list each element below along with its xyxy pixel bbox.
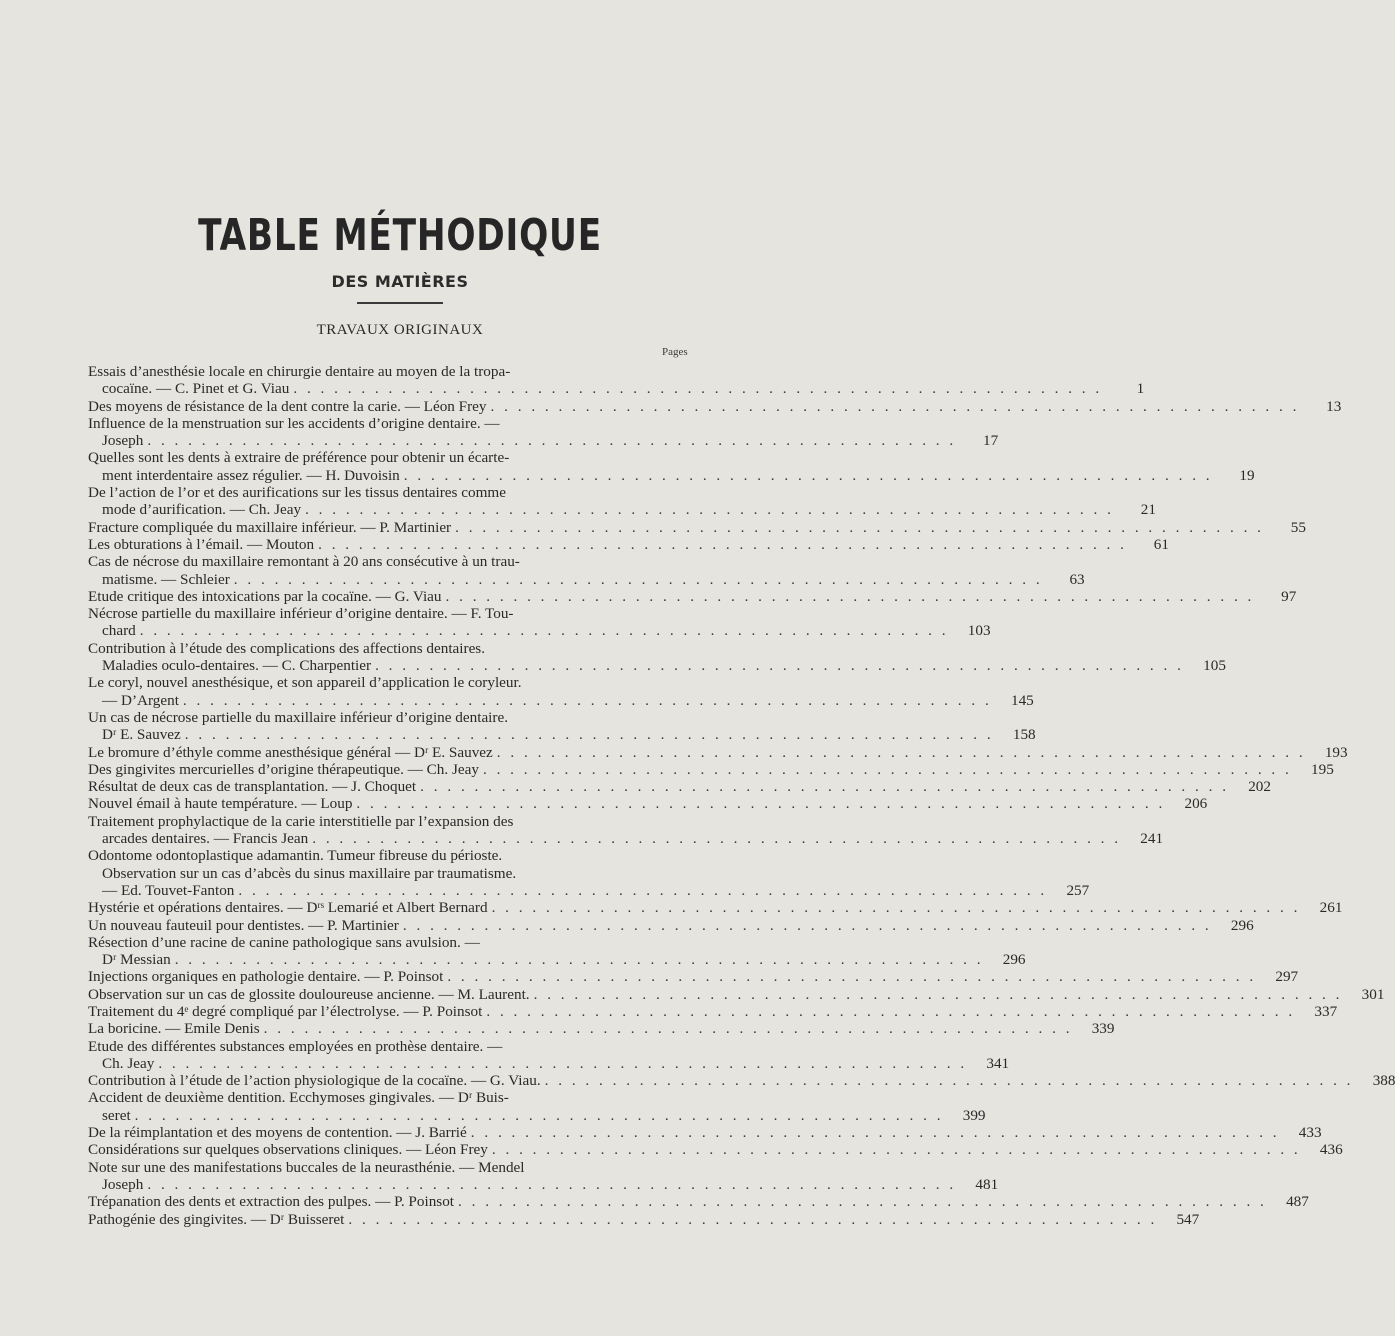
toc-entry-last-line bbox=[88, 691, 1034, 709]
dot-leader: . . . . . . . . . . . . . . . . . . . . . . . . . . . . . . . . . . . . . . . . . . . . . . . . . . . . . . . . . . . . bbox=[458, 1193, 1267, 1211]
toc-entry-last-line bbox=[88, 726, 1036, 744]
toc-entry-last-line bbox=[88, 881, 1090, 899]
toc-entry-last-line bbox=[88, 380, 1145, 398]
toc-entry-title: Des moyens de résistance de la dent contre la carie. — Léon Frey bbox=[88, 397, 487, 415]
toc-entry bbox=[88, 639, 1226, 675]
toc-entry-title: Dʳ E. Sauvez bbox=[102, 726, 181, 744]
pages-column-label: Pages bbox=[662, 346, 688, 358]
toc-entry-page-number: 1 bbox=[1136, 380, 1145, 398]
toc-entry-page-number: 296 bbox=[1230, 916, 1254, 934]
toc-entry-last-line bbox=[88, 951, 1026, 969]
toc-entry-text-line: Cas de nécrose du maxillaire remontant à 20 ans consécutive à un trau- bbox=[88, 553, 520, 571]
dot-leader: . . . . . . . . . . . . . . . . . . . . . . . . . . . . . . . . . . . . . . . . . . . . . . . . . . . . . . . . . . . . bbox=[293, 380, 1103, 398]
dot-leader: . . . . . . . . . . . . . . . . . . . . . . . . . . . . . . . . . . . . . . . . . . . . . . . . . . . . . . . . . . . . bbox=[174, 951, 984, 969]
toc-entry-text-line: De l’action de l’or et des aurifications sur les tissus dentaires comme bbox=[88, 484, 506, 502]
toc-entry-title: Contribution à l’étude de l’action physiologique de la cocaïne. — G. Viau. bbox=[88, 1072, 541, 1090]
toc-entry-last-line bbox=[88, 1175, 999, 1193]
toc-entry-page-number: 241 bbox=[1140, 830, 1164, 848]
dot-leader: . . . . . . . . . . . . . . . . . . . . . . . . . . . . . . . . . . . . . . . . . . . . . . . . . . . . . . . . . . . . bbox=[184, 726, 994, 744]
toc-entry-text-line: Observation sur un cas d’abcès du sinus maxillaire par traumatisme. bbox=[102, 864, 517, 882]
toc-entry bbox=[88, 847, 1090, 899]
toc-entry-title: matisme. — Schleier bbox=[102, 570, 230, 588]
toc-entry bbox=[88, 553, 1085, 588]
toc-entry bbox=[88, 899, 1343, 917]
toc-entry-last-line bbox=[88, 466, 1255, 484]
toc-entry bbox=[88, 484, 1156, 519]
toc-entry-page-number: 145 bbox=[1010, 691, 1034, 709]
table-of-contents bbox=[88, 363, 1395, 1228]
toc-entry-page-number: 195 bbox=[1311, 760, 1334, 778]
toc-entry-last-line bbox=[88, 968, 1299, 986]
dot-leader: . . . . . . . . . . . . . . . . . . . . . . . . . . . . . . . . . . . . . . . . . . . . . . . . . . . . . . . . . . . . bbox=[375, 657, 1184, 675]
dot-leader: . . . . . . . . . . . . . . . . . . . . . . . . . . . . . . . . . . . . . . . . . . . . . . . . . . . . . . . . . . . . bbox=[403, 466, 1213, 484]
toc-entry-title: Considérations sur quelques observations cliniques. — Léon Frey bbox=[88, 1141, 488, 1159]
toc-entry-text-line: Essais d’anesthésie locale en chirurgie dentaire au moyen de la tropa- bbox=[88, 363, 511, 380]
toc-entry bbox=[88, 518, 1306, 536]
toc-entry-text-line: Résection d’une racine de canine pathologique sans avulsion. — bbox=[88, 933, 480, 951]
toc-entry-title: Fracture compliquée du maxillaire inférieur. — P. Martinier bbox=[88, 518, 452, 536]
dot-leader: . . . . . . . . . . . . . . . . . . . . . . . . . . . . . . . . . . . . . . . . . . . . . . . . . . . . . . . . . . . . bbox=[356, 795, 1166, 813]
toc-entry bbox=[88, 743, 1348, 761]
dot-leader: . . . . . . . . . . . . . . . . . . . . . . . . . . . . . . . . . . . . . . . . . . . . . . . . . . . . . . . . . . . . bbox=[490, 397, 1300, 415]
toc-entry-last-line bbox=[88, 760, 1334, 778]
toc-entry-page-number: 55 bbox=[1290, 518, 1306, 536]
toc-entry bbox=[88, 449, 1255, 484]
toc-entry-page-number: 388 bbox=[1372, 1072, 1395, 1090]
dot-leader: . . . . . . . . . . . . . . . . . . . . . . . . . . . . . . . . . . . . . . . . . . . . . . . . . . . . . . . . . . . . bbox=[496, 743, 1306, 761]
toc-entry-last-line bbox=[88, 916, 1254, 934]
toc-entry-title: Hystérie et opérations dentaires. — Dʳˢ Lemarié et Albert Bernard bbox=[88, 899, 488, 917]
toc-entry-title: Etude critique des intoxications par la cocaïne. — G. Viau bbox=[88, 587, 442, 605]
toc-entry bbox=[88, 985, 1385, 1003]
toc-entry-page-number: 301 bbox=[1361, 985, 1385, 1003]
title-divider bbox=[357, 302, 443, 304]
toc-entry-last-line bbox=[88, 622, 991, 640]
toc-entry-page-number: 61 bbox=[1153, 535, 1169, 553]
toc-entry-last-line bbox=[88, 830, 1164, 848]
toc-entry-last-line bbox=[88, 432, 999, 450]
toc-entry-page-number: 158 bbox=[1012, 726, 1036, 744]
toc-entry-page-number: 97 bbox=[1281, 587, 1297, 605]
toc-entry-page-number: 339 bbox=[1091, 1020, 1115, 1038]
dot-leader: . . . . . . . . . . . . . . . . . . . . . . . . . . . . . . . . . . . . . . . . . . . . . . . . . . . . . . . . . . . . bbox=[491, 899, 1301, 917]
toc-entry-text-line: Odontome odontoplastique adamantin. Tumeur fibreuse du périoste. bbox=[88, 847, 503, 865]
toc-entry-last-line bbox=[88, 1002, 1338, 1020]
toc-entry-text-line: Etude des différentes substances employées en prothèse dentaire. — bbox=[88, 1037, 503, 1055]
dot-leader: . . . . . . . . . . . . . . . . . . . . . . . . . . . . . . . . . . . . . . . . . . . . . . . . . . . . . . . . . . . . bbox=[312, 830, 1122, 848]
toc-entry-title: ment interdentaire assez régulier. — H. Duvoisin bbox=[102, 466, 400, 484]
toc-entry-page-number: 341 bbox=[986, 1054, 1010, 1072]
toc-entry-last-line bbox=[88, 535, 1169, 553]
dot-leader: . . . . . . . . . . . . . . . . . . . . . . . . . . . . . . . . . . . . . . . . . . . . . . . . . . . . . . . . . . . . bbox=[134, 1106, 944, 1124]
dot-leader: . . . . . . . . . . . . . . . . . . . . . . . . . . . . . . . . . . . . . . . . . . . . . . . . . . . . . . . . . . . . bbox=[238, 881, 1048, 899]
toc-entry-page-number: 257 bbox=[1066, 881, 1090, 899]
toc-entry bbox=[88, 674, 1034, 709]
toc-entry-page-number: 63 bbox=[1069, 570, 1085, 588]
toc-entry bbox=[88, 1141, 1343, 1159]
toc-entry bbox=[88, 414, 999, 450]
toc-entry-title: Nouvel émail à haute température. — Loup bbox=[88, 795, 353, 813]
toc-entry bbox=[88, 363, 1145, 398]
toc-entry-text-line: Accident de deuxième dentition. Ecchymoses gingivales. — Dʳ Buis- bbox=[88, 1089, 509, 1107]
dot-leader: . . . . . . . . . . . . . . . . . . . . . . . . . . . . . . . . . . . . . . . . . . . . . . . . . . . . . . . . . . . . bbox=[455, 518, 1264, 536]
page-subtitle: DES MATIÈRES bbox=[331, 272, 469, 291]
toc-entry bbox=[88, 587, 1297, 605]
toc-entry-title: Des gingivites mercurielles d’origine thérapeutique. — Ch. Jeay bbox=[88, 760, 479, 778]
toc-entry-title: Résultat de deux cas de transplantation. — J. Choquet bbox=[88, 778, 417, 796]
toc-entry-page-number: 481 bbox=[975, 1175, 999, 1193]
toc-entry-title: Traitement du 4ᵉ degré compliqué par l’électrolyse. — P. Poinsot bbox=[88, 1002, 483, 1020]
toc-entry-last-line bbox=[88, 795, 1208, 813]
toc-entry-page-number: 13 bbox=[1326, 397, 1342, 415]
toc-entry-title: arcades dentaires. — Francis Jean bbox=[102, 830, 309, 848]
toc-entry-title: De la réimplantation et des moyens de contention. — J. Barrié bbox=[88, 1124, 467, 1142]
toc-entry bbox=[88, 535, 1169, 553]
toc-entry bbox=[88, 760, 1334, 778]
toc-entry-last-line bbox=[88, 570, 1085, 588]
toc-entry bbox=[88, 916, 1254, 934]
toc-entry-title: Joseph bbox=[102, 432, 144, 450]
toc-entry bbox=[88, 795, 1208, 813]
toc-entry-title: Pathogénie des gingivites. — Dʳ Buisseret bbox=[88, 1210, 345, 1228]
toc-entry-last-line bbox=[88, 1106, 986, 1124]
dot-leader: . . . . . . . . . . . . . . . . . . . . . . . . . . . . . . . . . . . . . . . . . . . . . . . . . . . . . . . . . . . . bbox=[533, 985, 1343, 1003]
dot-leader: . . . . . . . . . . . . . . . . . . . . . . . . . . . . . . . . . . . . . . . . . . . . . . . . . . . . . . . . . . . . bbox=[491, 1141, 1301, 1159]
toc-entry-last-line bbox=[88, 501, 1156, 519]
toc-entry-page-number: 17 bbox=[982, 432, 999, 450]
toc-entry-last-line bbox=[88, 899, 1343, 917]
toc-entry-title: mode d’aurification. — Ch. Jeay bbox=[102, 501, 302, 519]
toc-entry-title: — Ed. Touvet-Fanton bbox=[102, 881, 235, 899]
toc-entry-page-number: 19 bbox=[1239, 466, 1255, 484]
toc-entry-text-line: Traitement prophylactique de la carie interstitielle par l’expansion des bbox=[88, 812, 514, 830]
toc-entry bbox=[88, 812, 1164, 848]
dot-leader: . . . . . . . . . . . . . . . . . . . . . . . . . . . . . . . . . . . . . . . . . . . . . . . . . . . . . . . . . . . . bbox=[147, 1175, 957, 1193]
toc-entry bbox=[88, 1193, 1309, 1211]
dot-leader: . . . . . . . . . . . . . . . . . . . . . . . . . . . . . . . . . . . . . . . . . . . . . . . . . . . . . . . . . . . . bbox=[263, 1020, 1073, 1038]
toc-entry-title: Injections organiques en pathologie dentaire. — P. Poinsot bbox=[88, 968, 444, 986]
toc-entry-last-line bbox=[88, 587, 1297, 605]
toc-entry-last-line bbox=[88, 1054, 1010, 1072]
toc-entry-page-number: 399 bbox=[962, 1106, 986, 1124]
toc-entry-page-number: 436 bbox=[1319, 1141, 1343, 1159]
toc-entry bbox=[88, 778, 1271, 796]
toc-entry-title: Un nouveau fauteuil pour dentistes. — P. Martinier bbox=[88, 916, 399, 934]
toc-entry-title: Joseph bbox=[102, 1175, 144, 1193]
toc-entry-page-number: 103 bbox=[967, 622, 991, 640]
dot-leader: . . . . . . . . . . . . . . . . . . . . . . . . . . . . . . . . . . . . . . . . . . . . . . . . . . . . . . . . . . . . bbox=[182, 691, 992, 709]
toc-entry-page-number: 487 bbox=[1286, 1193, 1309, 1211]
toc-entry-page-number: 21 bbox=[1140, 501, 1156, 519]
toc-entry-last-line bbox=[88, 397, 1342, 415]
toc-entry-last-line bbox=[88, 985, 1385, 1003]
toc-entry bbox=[88, 1020, 1115, 1038]
dot-leader: . . . . . . . . . . . . . . . . . . . . . . . . . . . . . . . . . . . . . . . . . . . . . . . . . . . . . . . . . . . . bbox=[158, 1054, 968, 1072]
section-heading: TRAVAUX ORIGINAUX bbox=[316, 322, 484, 338]
toc-entry bbox=[88, 1072, 1395, 1090]
toc-entry bbox=[88, 1210, 1200, 1228]
toc-entry-last-line bbox=[88, 657, 1226, 675]
toc-entry-last-line bbox=[88, 1124, 1322, 1142]
dot-leader: . . . . . . . . . . . . . . . . . . . . . . . . . . . . . . . . . . . . . . . . . . . . . . . . . . . . . . . . . . . . bbox=[486, 1002, 1296, 1020]
toc-entry bbox=[88, 933, 1026, 969]
toc-entry-title: Trépanation des dents et extraction des pulpes. — P. Poinsot bbox=[88, 1193, 455, 1211]
dot-leader: . . . . . . . . . . . . . . . . . . . . . . . . . . . . . . . . . . . . . . . . . . . . . . . . . . . . . . . . . . . . bbox=[318, 535, 1127, 553]
toc-entry-last-line bbox=[88, 743, 1348, 761]
toc-entry-title: Observation sur un cas de glossite douloureuse ancienne. — M. Laurent. bbox=[88, 985, 530, 1003]
toc-entry-text-line: Note sur une des manifestations buccales de la neurasthénie. — Mendel bbox=[88, 1158, 525, 1176]
toc-entry bbox=[88, 1037, 1010, 1073]
dot-leader: . . . . . . . . . . . . . . . . . . . . . . . . . . . . . . . . . . . . . . . . . . . . . . . . . . . . . . . . . . . . bbox=[470, 1124, 1280, 1142]
toc-entry-last-line bbox=[88, 1020, 1115, 1038]
toc-entry bbox=[88, 1002, 1338, 1020]
toc-entry-page-number: 296 bbox=[1002, 951, 1026, 969]
dot-leader: . . . . . . . . . . . . . . . . . . . . . . . . . . . . . . . . . . . . . . . . . . . . . . . . . . . . . . . . . . . . bbox=[139, 622, 949, 640]
toc-entry-title: Le bromure d’éthyle comme anesthésique général — Dʳ E. Sauvez bbox=[88, 743, 493, 761]
toc-entry-text-line: Contribution à l’étude des complications des affections dentaires. bbox=[88, 639, 486, 657]
dot-leader: . . . . . . . . . . . . . . . . . . . . . . . . . . . . . . . . . . . . . . . . . . . . . . . . . . . . . . . . . . . . bbox=[348, 1210, 1158, 1228]
toc-entry-page-number: 206 bbox=[1184, 795, 1208, 813]
toc-entry-title: Dʳ Messian bbox=[102, 951, 171, 969]
toc-entry-text-line: Le coryl, nouvel anesthésique, et son appareil d’application le coryleur. bbox=[88, 674, 522, 692]
toc-entry-last-line bbox=[88, 1210, 1200, 1228]
dot-leader: . . . . . . . . . . . . . . . . . . . . . . . . . . . . . . . . . . . . . . . . . . . . . . . . . . . . . . . . . . . . bbox=[147, 432, 957, 450]
toc-entry-page-number: 297 bbox=[1275, 968, 1299, 986]
toc-entry-title: Maladies oculo-dentaires. — C. Charpentier bbox=[102, 657, 372, 675]
toc-entry-page-number: 261 bbox=[1319, 899, 1343, 917]
toc-entry-page-number: 433 bbox=[1298, 1124, 1322, 1142]
toc-entry-page-number: 337 bbox=[1314, 1002, 1338, 1020]
dot-leader: . . . . . . . . . . . . . . . . . . . . . . . . . . . . . . . . . . . . . . . . . . . . . . . . . . . . . . . . . . . . bbox=[544, 1072, 1354, 1090]
dot-leader: . . . . . . . . . . . . . . . . . . . . . . . . . . . . . . . . . . . . . . . . . . . . . . . . . . . . . . . . . . . . bbox=[233, 570, 1043, 588]
toc-entry bbox=[88, 1089, 986, 1124]
toc-entry-text-line: Nécrose partielle du maxillaire inférieur d’origine dentaire. — F. Tou- bbox=[88, 605, 514, 623]
toc-entry bbox=[88, 708, 1036, 744]
toc-entry-page-number: 547 bbox=[1176, 1210, 1200, 1228]
toc-entry bbox=[88, 605, 991, 640]
toc-entry-text-line: Influence de la menstruation sur les accidents d’origine dentaire. — bbox=[88, 414, 500, 432]
dot-leader: . . . . . . . . . . . . . . . . . . . . . . . . . . . . . . . . . . . . . . . . . . . . . . . . . . . . . . . . . . . . bbox=[420, 778, 1229, 796]
toc-entry-last-line bbox=[88, 1141, 1343, 1159]
toc-entry-title: cocaïne. — C. Pinet et G. Viau bbox=[102, 380, 290, 398]
toc-entry-page-number: 202 bbox=[1248, 778, 1271, 796]
toc-entry bbox=[88, 397, 1342, 415]
toc-entry-title: Les obturations à l’émail. — Mouton bbox=[88, 535, 315, 553]
toc-entry bbox=[88, 968, 1299, 986]
toc-entry-last-line bbox=[88, 1193, 1309, 1211]
toc-entry-last-line bbox=[88, 1072, 1395, 1090]
toc-entry-last-line bbox=[88, 778, 1271, 796]
dot-leader: . . . . . . . . . . . . . . . . . . . . . . . . . . . . . . . . . . . . . . . . . . . . . . . . . . . . . . . . . . . . bbox=[305, 501, 1114, 519]
toc-entry-page-number: 193 bbox=[1324, 743, 1348, 761]
toc-entry-text-line: Un cas de nécrose partielle du maxillaire inférieur d’origine dentaire. bbox=[88, 708, 508, 726]
toc-entry-title: seret bbox=[102, 1106, 131, 1124]
dot-leader: . . . . . . . . . . . . . . . . . . . . . . . . . . . . . . . . . . . . . . . . . . . . . . . . . . . . . . . . . . . . bbox=[402, 916, 1212, 934]
toc-entry-title: — D’Argent bbox=[102, 691, 179, 709]
toc-entry bbox=[88, 1124, 1322, 1142]
toc-entry-title: La boricine. — Emile Denis bbox=[88, 1020, 260, 1038]
dot-leader: . . . . . . . . . . . . . . . . . . . . . . . . . . . . . . . . . . . . . . . . . . . . . . . . . . . . . . . . . . . . bbox=[482, 760, 1292, 778]
toc-entry bbox=[88, 1158, 999, 1194]
page-title: TABLE MÉTHODIQUE bbox=[198, 210, 602, 261]
toc-entry-title: chard bbox=[102, 622, 136, 640]
dot-leader: . . . . . . . . . . . . . . . . . . . . . . . . . . . . . . . . . . . . . . . . . . . . . . . . . . . . . . . . . . . . bbox=[447, 968, 1257, 986]
toc-entry-page-number: 105 bbox=[1203, 657, 1226, 675]
toc-entry-last-line bbox=[88, 518, 1306, 536]
toc-entry-text-line: Quelles sont les dents à extraire de préférence pour obtenir un écarte- bbox=[88, 449, 510, 467]
toc-entry-title: Ch. Jeay bbox=[102, 1054, 155, 1072]
dot-leader: . . . . . . . . . . . . . . . . . . . . . . . . . . . . . . . . . . . . . . . . . . . . . . . . . . . . . . . . . . . . bbox=[445, 587, 1255, 605]
